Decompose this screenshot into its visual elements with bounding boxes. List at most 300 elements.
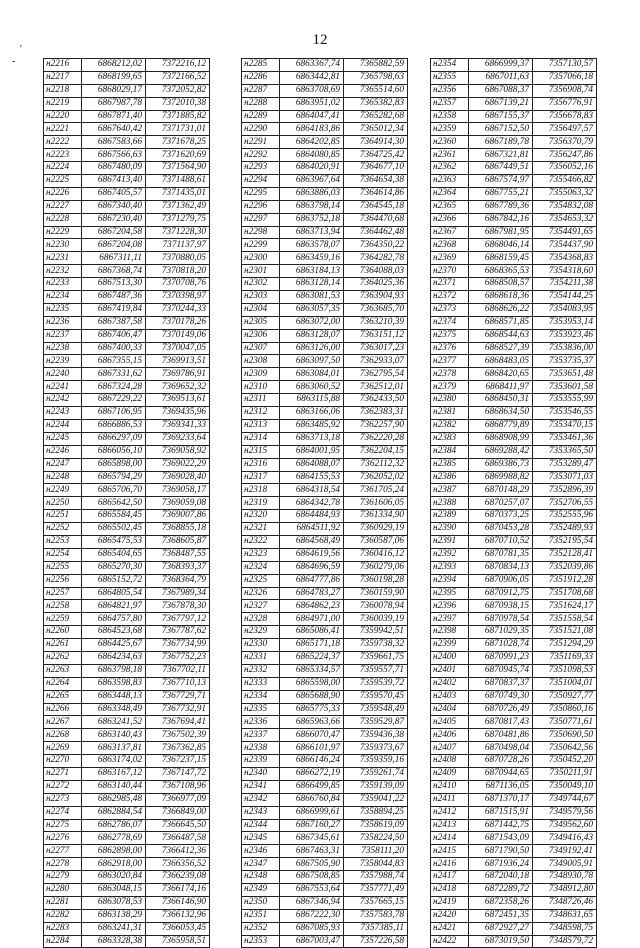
point-id-cell: н2253 <box>44 535 82 548</box>
y-coordinate-cell: 7360587,06 <box>344 535 408 548</box>
x-coordinate-cell: 6867230,40 <box>82 213 146 226</box>
table-row <box>44 626 210 639</box>
point-id-cell: н2299 <box>242 239 280 252</box>
x-coordinate-cell: 6863137,81 <box>82 742 146 755</box>
y-coordinate-cell: 7363017,23 <box>344 342 408 355</box>
point-id-cell: н2375 <box>431 329 469 342</box>
point-id-cell: н2259 <box>44 613 82 626</box>
x-coordinate-cell: 6863485,92 <box>280 419 344 432</box>
table-row <box>242 896 408 909</box>
x-coordinate-cell: 6864696,59 <box>280 561 344 574</box>
y-coordinate-cell: 7362220,28 <box>344 432 408 445</box>
point-id-cell: н2391 <box>431 535 469 548</box>
table-row <box>242 123 408 136</box>
point-id-cell: н2290 <box>242 123 280 136</box>
y-coordinate-cell: 7365382,83 <box>344 97 408 110</box>
table-row <box>431 832 597 845</box>
point-id-cell: н2324 <box>242 561 280 574</box>
point-id-cell: н2265 <box>44 690 82 703</box>
x-coordinate-cell: 6865688,90 <box>280 690 344 703</box>
point-id-cell: н2312 <box>242 407 280 420</box>
table-row <box>44 510 210 523</box>
y-coordinate-cell: 7354144,25 <box>533 291 597 304</box>
table-row <box>431 213 597 226</box>
y-coordinate-cell: 7369435,96 <box>146 407 210 420</box>
x-coordinate-cell: 6867345,61 <box>280 832 344 845</box>
table-row <box>44 574 210 587</box>
x-coordinate-cell: 6870945,74 <box>469 664 533 677</box>
y-coordinate-cell: 7350771,61 <box>533 716 597 729</box>
point-id-cell: н2361 <box>431 149 469 162</box>
x-coordinate-cell: 6868365,53 <box>469 265 533 278</box>
point-id-cell: н2270 <box>44 755 82 768</box>
table-row <box>431 600 597 613</box>
x-coordinate-cell: 6867011,63 <box>469 71 533 84</box>
table-row <box>44 871 210 884</box>
table-row <box>44 690 210 703</box>
x-coordinate-cell: 6862884,54 <box>82 806 146 819</box>
table-row <box>242 832 408 845</box>
x-coordinate-cell: 6867480,09 <box>82 162 146 175</box>
x-coordinate-cell: 6864484,93 <box>280 510 344 523</box>
point-id-cell: н2295 <box>242 187 280 200</box>
table-row <box>431 896 597 909</box>
table-row <box>44 497 210 510</box>
table-row <box>242 97 408 110</box>
point-id-cell: н2371 <box>431 278 469 291</box>
table-row <box>242 651 408 664</box>
x-coordinate-cell: 6867789,36 <box>469 200 533 213</box>
table-row <box>44 896 210 909</box>
table-row <box>431 639 597 652</box>
y-coordinate-cell: 7365882,59 <box>344 59 408 72</box>
point-id-cell: н2403 <box>431 690 469 703</box>
x-coordinate-cell: 6863798,14 <box>280 200 344 213</box>
x-coordinate-cell: 6863713,18 <box>280 432 344 445</box>
point-id-cell: н2358 <box>431 110 469 123</box>
x-coordinate-cell: 6867139,21 <box>469 97 533 110</box>
x-coordinate-cell: 6870728,26 <box>469 755 533 768</box>
y-coordinate-cell: 7353071,03 <box>533 471 597 484</box>
point-id-cell: н2278 <box>44 858 82 871</box>
point-id-cell: н2392 <box>431 548 469 561</box>
point-id-cell: н2244 <box>44 419 82 432</box>
x-coordinate-cell: 6870944,65 <box>469 767 533 780</box>
table-row <box>242 226 408 239</box>
x-coordinate-cell: 6867003,47 <box>280 935 344 948</box>
table-row <box>44 793 210 806</box>
x-coordinate-cell: 6870938,15 <box>469 600 533 613</box>
table-row <box>242 265 408 278</box>
point-id-cell: н2411 <box>431 793 469 806</box>
x-coordinate-cell: 6863886,03 <box>280 187 344 200</box>
x-coordinate-cell: 6869288,42 <box>469 445 533 458</box>
x-coordinate-cell: 6864318,54 <box>280 484 344 497</box>
y-coordinate-cell: 7370244,33 <box>146 303 210 316</box>
point-id-cell: н2225 <box>44 175 82 188</box>
table-row <box>431 419 597 432</box>
table-row <box>44 600 210 613</box>
table-row <box>44 432 210 445</box>
y-coordinate-cell: 7370047,05 <box>146 342 210 355</box>
y-coordinate-cell: 7360929,19 <box>344 523 408 536</box>
point-id-cell: н2328 <box>242 613 280 626</box>
x-coordinate-cell: 6865502,45 <box>82 523 146 536</box>
point-id-cell: н2263 <box>44 664 82 677</box>
point-id-cell: н2388 <box>431 497 469 510</box>
x-coordinate-cell: 6867106,95 <box>82 407 146 420</box>
point-id-cell: н2305 <box>242 316 280 329</box>
table-row <box>44 858 210 871</box>
point-id-cell: н2400 <box>431 651 469 664</box>
table-row <box>431 819 597 832</box>
table-row <box>431 84 597 97</box>
point-id-cell: н2296 <box>242 200 280 213</box>
table-row <box>431 484 597 497</box>
y-coordinate-cell: 7367734,99 <box>146 639 210 652</box>
x-coordinate-cell: 6870257,07 <box>469 497 533 510</box>
table-row <box>431 793 597 806</box>
x-coordinate-cell: 6872289,72 <box>469 884 533 897</box>
y-coordinate-cell: 7363210,39 <box>344 316 408 329</box>
point-id-cell: н2291 <box>242 136 280 149</box>
table-row <box>431 226 597 239</box>
table-row <box>44 394 210 407</box>
table-row <box>431 394 597 407</box>
table-row <box>431 535 597 548</box>
x-coordinate-cell: 6871515,91 <box>469 806 533 819</box>
x-coordinate-cell: 6867387,58 <box>82 316 146 329</box>
y-coordinate-cell: 7364282,78 <box>344 252 408 265</box>
point-id-cell: н2249 <box>44 484 82 497</box>
point-id-cell: н2374 <box>431 316 469 329</box>
table-row <box>44 613 210 626</box>
point-id-cell: н2370 <box>431 265 469 278</box>
table-row <box>431 716 597 729</box>
x-coordinate-cell: 6868450,31 <box>469 394 533 407</box>
y-coordinate-cell: 7370398,97 <box>146 291 210 304</box>
y-coordinate-cell: 7355466,82 <box>533 175 597 188</box>
point-id-cell: н2222 <box>44 136 82 149</box>
y-coordinate-cell: 7359548,49 <box>344 703 408 716</box>
table-row <box>44 845 210 858</box>
y-coordinate-cell: 7364025,36 <box>344 278 408 291</box>
point-id-cell: н2333 <box>242 677 280 690</box>
table-row <box>44 561 210 574</box>
point-id-cell: н2250 <box>44 497 82 510</box>
x-coordinate-cell: 6867449,51 <box>469 162 533 175</box>
point-id-cell: н2276 <box>44 832 82 845</box>
point-id-cell: н2332 <box>242 664 280 677</box>
x-coordinate-cell: 6866499,85 <box>280 780 344 793</box>
point-id-cell: н2297 <box>242 213 280 226</box>
x-coordinate-cell: 6864862,23 <box>280 600 344 613</box>
x-coordinate-cell: 6867324,28 <box>82 381 146 394</box>
x-coordinate-cell: 6868199,65 <box>82 71 146 84</box>
table-row <box>242 793 408 806</box>
x-coordinate-cell: 6867640,42 <box>82 123 146 136</box>
y-coordinate-cell: 7359359,16 <box>344 755 408 768</box>
y-coordinate-cell: 7360078,94 <box>344 600 408 613</box>
table-row <box>431 922 597 935</box>
y-coordinate-cell: 7367797,12 <box>146 613 210 626</box>
y-coordinate-cell: 7351521,08 <box>533 626 597 639</box>
table-row <box>44 291 210 304</box>
table-row <box>431 136 597 149</box>
y-coordinate-cell: 7349005,91 <box>533 858 597 871</box>
point-id-cell: н2268 <box>44 729 82 742</box>
point-id-cell: н2330 <box>242 639 280 652</box>
point-id-cell: н2311 <box>242 394 280 407</box>
y-coordinate-cell: 7357771,49 <box>344 884 408 897</box>
table-row <box>242 600 408 613</box>
scan-mark: - <box>12 56 16 67</box>
y-coordinate-cell: 7360198,28 <box>344 574 408 587</box>
y-coordinate-cell: 7364462,48 <box>344 226 408 239</box>
x-coordinate-cell: 6864821,97 <box>82 600 146 613</box>
x-coordinate-cell: 6865152,72 <box>82 574 146 587</box>
y-coordinate-cell: 7356678,83 <box>533 110 597 123</box>
point-id-cell: н2331 <box>242 651 280 664</box>
table-row <box>44 136 210 149</box>
point-id-cell: н2335 <box>242 703 280 716</box>
table-row <box>44 729 210 742</box>
y-coordinate-cell: 7372052,82 <box>146 84 210 97</box>
point-id-cell: н2414 <box>431 832 469 845</box>
x-coordinate-cell: 6870906,05 <box>469 574 533 587</box>
table-row <box>242 626 408 639</box>
table-row <box>242 355 408 368</box>
table-row <box>44 175 210 188</box>
table-row <box>44 471 210 484</box>
point-id-cell: н2410 <box>431 780 469 793</box>
y-coordinate-cell: 7369059,08 <box>146 497 210 510</box>
y-coordinate-cell: 7369786,91 <box>146 368 210 381</box>
x-coordinate-cell: 6872040,18 <box>469 871 533 884</box>
y-coordinate-cell: 7368364,79 <box>146 574 210 587</box>
table-row <box>44 780 210 793</box>
table-row <box>431 368 597 381</box>
y-coordinate-cell: 7352706,55 <box>533 497 597 510</box>
x-coordinate-cell: 6867755,21 <box>469 187 533 200</box>
x-coordinate-cell: 6862898,00 <box>82 845 146 858</box>
table-row <box>242 394 408 407</box>
y-coordinate-cell: 7360159,90 <box>344 587 408 600</box>
y-coordinate-cell: 7371279,75 <box>146 213 210 226</box>
point-id-cell: н2241 <box>44 381 82 394</box>
point-id-cell: н2359 <box>431 123 469 136</box>
y-coordinate-cell: 7366132,96 <box>146 909 210 922</box>
y-coordinate-cell: 7352489,93 <box>533 523 597 536</box>
y-coordinate-cell: 7357130,57 <box>533 59 597 72</box>
x-coordinate-cell: 6863140,43 <box>82 729 146 742</box>
y-coordinate-cell: 7348912,80 <box>533 884 597 897</box>
y-coordinate-cell: 7369913,51 <box>146 355 210 368</box>
point-id-cell: н2287 <box>242 84 280 97</box>
x-coordinate-cell: 6868508,57 <box>469 278 533 291</box>
y-coordinate-cell: 7348598,75 <box>533 922 597 935</box>
point-id-cell: н2221 <box>44 123 82 136</box>
point-id-cell: н2232 <box>44 265 82 278</box>
point-id-cell: н2246 <box>44 445 82 458</box>
x-coordinate-cell: 6870453,28 <box>469 523 533 536</box>
x-coordinate-cell: 6866886,53 <box>82 419 146 432</box>
table-row <box>242 587 408 600</box>
point-id-cell: н2369 <box>431 252 469 265</box>
x-coordinate-cell: 6870148,29 <box>469 484 533 497</box>
y-coordinate-cell: 7364725,42 <box>344 149 408 162</box>
point-id-cell: н2349 <box>242 884 280 897</box>
table-row <box>431 291 597 304</box>
table-row <box>242 381 408 394</box>
table-row <box>431 703 597 716</box>
y-coordinate-cell: 7366356,52 <box>146 858 210 871</box>
x-coordinate-cell: 6863598,83 <box>82 677 146 690</box>
x-coordinate-cell: 6869988,82 <box>469 471 533 484</box>
x-coordinate-cell: 6865584,45 <box>82 510 146 523</box>
y-coordinate-cell: 7362433,50 <box>344 394 408 407</box>
y-coordinate-cell: 7369007,86 <box>146 510 210 523</box>
point-id-cell: н2326 <box>242 587 280 600</box>
point-id-cell: н2380 <box>431 394 469 407</box>
table-row <box>44 355 210 368</box>
table-row <box>242 59 408 72</box>
table-row <box>242 187 408 200</box>
y-coordinate-cell: 7357066,18 <box>533 71 597 84</box>
point-id-cell: н2366 <box>431 213 469 226</box>
x-coordinate-cell: 6864234,63 <box>82 651 146 664</box>
x-coordinate-cell: 6868159,45 <box>469 252 533 265</box>
y-coordinate-cell: 7351558,54 <box>533 613 597 626</box>
x-coordinate-cell: 6863126,00 <box>280 342 344 355</box>
x-coordinate-cell: 6870481,86 <box>469 729 533 742</box>
table-row <box>44 651 210 664</box>
table-row <box>44 922 210 935</box>
x-coordinate-cell: 6868212,02 <box>82 59 146 72</box>
table-row <box>242 342 408 355</box>
y-coordinate-cell: 7353923,46 <box>533 329 597 342</box>
x-coordinate-cell: 6866999,61 <box>280 806 344 819</box>
y-coordinate-cell: 7357385,11 <box>344 922 408 935</box>
point-id-cell: н2277 <box>44 845 82 858</box>
point-id-cell: н2262 <box>44 651 82 664</box>
y-coordinate-cell: 7359436,38 <box>344 729 408 742</box>
point-id-cell: н2378 <box>431 368 469 381</box>
y-coordinate-cell: 7364677,10 <box>344 162 408 175</box>
x-coordinate-cell: 6870749,30 <box>469 690 533 703</box>
x-coordinate-cell: 6865270,30 <box>82 561 146 574</box>
table-row <box>431 110 597 123</box>
table-row <box>242 935 408 948</box>
y-coordinate-cell: 7352555,96 <box>533 510 597 523</box>
point-id-cell: н2319 <box>242 497 280 510</box>
y-coordinate-cell: 7361334,90 <box>344 510 408 523</box>
x-coordinate-cell: 6866297,09 <box>82 432 146 445</box>
y-coordinate-cell: 7354832,08 <box>533 200 597 213</box>
x-coordinate-cell: 6863115,88 <box>280 394 344 407</box>
point-id-cell: н2280 <box>44 884 82 897</box>
point-id-cell: н2293 <box>242 162 280 175</box>
x-coordinate-cell: 6871543,09 <box>469 832 533 845</box>
table-row <box>242 922 408 935</box>
y-coordinate-cell: 7349192,41 <box>533 845 597 858</box>
x-coordinate-cell: 6864155,53 <box>280 471 344 484</box>
point-id-cell: н2327 <box>242 600 280 613</box>
table-row <box>242 677 408 690</box>
x-coordinate-cell: 6863072,00 <box>280 316 344 329</box>
y-coordinate-cell: 7364914,30 <box>344 136 408 149</box>
y-coordinate-cell: 7366412,36 <box>146 845 210 858</box>
table-row <box>431 651 597 664</box>
table-row <box>44 162 210 175</box>
x-coordinate-cell: 6867413,40 <box>82 175 146 188</box>
point-id-cell: н2341 <box>242 780 280 793</box>
point-id-cell: н2385 <box>431 458 469 471</box>
y-coordinate-cell: 7364350,22 <box>344 239 408 252</box>
y-coordinate-cell: 7350642,56 <box>533 742 597 755</box>
table-row <box>242 458 408 471</box>
table-row <box>431 303 597 316</box>
x-coordinate-cell: 6863128,07 <box>280 329 344 342</box>
x-coordinate-cell: 6870991,23 <box>469 651 533 664</box>
point-id-cell: н2323 <box>242 548 280 561</box>
x-coordinate-cell: 6867331,62 <box>82 368 146 381</box>
table-row <box>431 909 597 922</box>
y-coordinate-cell: 7357665,15 <box>344 896 408 909</box>
x-coordinate-cell: 6872927,27 <box>469 922 533 935</box>
table-row <box>44 278 210 291</box>
x-coordinate-cell: 6863798,18 <box>82 664 146 677</box>
y-coordinate-cell: 7366977,09 <box>146 793 210 806</box>
x-coordinate-cell: 6864080,85 <box>280 149 344 162</box>
y-coordinate-cell: 7348631,65 <box>533 909 597 922</box>
y-coordinate-cell: 7348726,46 <box>533 896 597 909</box>
table-row <box>44 213 210 226</box>
y-coordinate-cell: 7372216,12 <box>146 59 210 72</box>
x-coordinate-cell: 6867346,94 <box>280 896 344 909</box>
x-coordinate-cell: 6863951,02 <box>280 97 344 110</box>
x-coordinate-cell: 6865775,33 <box>280 703 344 716</box>
x-coordinate-cell: 6867355,15 <box>82 355 146 368</box>
table-row <box>44 587 210 600</box>
y-coordinate-cell: 7366053,45 <box>146 922 210 935</box>
x-coordinate-cell: 6867204,08 <box>82 239 146 252</box>
y-coordinate-cell: 7365514,60 <box>344 84 408 97</box>
point-id-cell: н2281 <box>44 896 82 909</box>
table-row <box>242 639 408 652</box>
point-id-cell: н2307 <box>242 342 280 355</box>
table-row <box>431 252 597 265</box>
y-coordinate-cell: 7368605,87 <box>146 535 210 548</box>
y-coordinate-cell: 7369022,29 <box>146 458 210 471</box>
table-row <box>242 329 408 342</box>
table-row <box>242 716 408 729</box>
table-row <box>44 664 210 677</box>
x-coordinate-cell: 6867987,78 <box>82 97 146 110</box>
table-row <box>431 871 597 884</box>
table-row <box>44 342 210 355</box>
y-coordinate-cell: 7369058,17 <box>146 484 210 497</box>
y-coordinate-cell: 7371435,01 <box>146 187 210 200</box>
x-coordinate-cell: 6863367,74 <box>280 59 344 72</box>
point-id-cell: н2405 <box>431 716 469 729</box>
x-coordinate-cell: 6867311,11 <box>82 252 146 265</box>
x-coordinate-cell: 6863060,52 <box>280 381 344 394</box>
table-row <box>431 690 597 703</box>
x-coordinate-cell: 6864805,54 <box>82 587 146 600</box>
x-coordinate-cell: 6866146,24 <box>280 755 344 768</box>
table-row <box>242 291 408 304</box>
